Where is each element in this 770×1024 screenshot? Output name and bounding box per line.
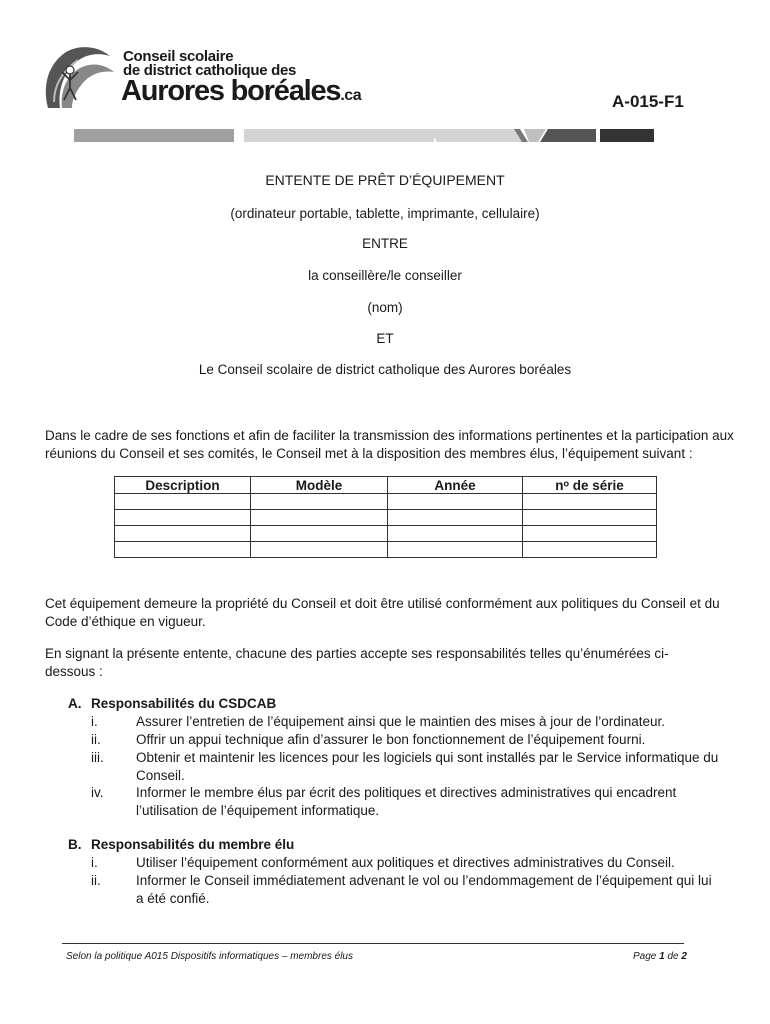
signing-paragraph: En signant la présente entente, chacune des parties accepte ses responsabilités telles qu’énumérées ci-dessous :: [45, 646, 669, 679]
logo-title-text: Aurores boréales: [121, 75, 341, 107]
table-row: [115, 526, 657, 542]
list-item-number: i.: [91, 855, 98, 870]
equipment-table: [114, 476, 657, 558]
header-decorative-band: [74, 129, 654, 142]
list-item-number: ii.: [91, 873, 101, 888]
table-cell[interactable]: [388, 526, 523, 542]
section-b-letter: B.: [68, 837, 82, 852]
logo-suffix: .ca: [340, 87, 362, 104]
column-header-year: Année: [388, 477, 523, 494]
section-a-title: Responsabilités du CSDCAB: [91, 696, 277, 711]
list-item-number: iv.: [91, 785, 104, 800]
footer-policy-reference: Selon la politique A015 Dispositifs informatiques – membres élus: [66, 951, 353, 962]
footer-page-number: [633, 951, 687, 962]
column-header-model: Modèle: [251, 477, 388, 494]
table-cell[interactable]: [523, 494, 657, 510]
list-item-text: Assurer l’entretien de l’équipement ainsi que le maintien des mises à jour de l’ordinateur.: [136, 714, 666, 729]
document-code: A-015-F1: [612, 92, 684, 111]
table-cell[interactable]: [115, 510, 251, 526]
list-item-text: Informer le membre élus par écrit des politiques et directives administratives qui encadrent l’utilisation de l’équipement informatique.: [136, 785, 677, 818]
page-mid: de: [664, 951, 682, 962]
table-header-row: [115, 477, 657, 494]
and-label: ET: [376, 331, 394, 346]
list-item-text: Offrir un appui technique afin d’assurer le bon fonctionnement de l’équipement fourni.: [136, 732, 646, 747]
table-cell[interactable]: [388, 510, 523, 526]
table-cell[interactable]: [251, 542, 388, 558]
list-item-number: ii.: [91, 732, 101, 747]
table-cell[interactable]: [115, 526, 251, 542]
table-cell[interactable]: [523, 510, 657, 526]
party-2: Le Conseil scolaire de district catholique des Aurores boréales: [198, 362, 572, 377]
list-item-number: i.: [91, 714, 98, 729]
party-1: la conseillère/le conseiller: [308, 268, 462, 283]
table-cell[interactable]: [523, 526, 657, 542]
list-item-text: Obtenir et maintenir les licences pour les logiciels qui sont installés par le Service informatique du Conseil.: [136, 750, 719, 783]
document-subtitle: (ordinateur portable, tablette, imprimante, cellulaire): [230, 206, 540, 221]
name-placeholder: (nom): [367, 300, 403, 315]
between-label: ENTRE: [362, 236, 408, 251]
table-cell[interactable]: [115, 494, 251, 510]
school-board-logo-icon: [40, 42, 120, 114]
table-cell[interactable]: [388, 542, 523, 558]
intro-paragraph: Dans le cadre de ses fonctions et afin de faciliter la transmission des informations pertinentes et la participation aux réunions du Conseil et ses comités, le Conseil met à la disposition des membres élus, l’équipement suivant :: [45, 428, 734, 461]
table-cell[interactable]: [388, 494, 523, 510]
section-b-title: Responsabilités du membre élu: [91, 837, 295, 852]
table-cell[interactable]: [523, 542, 657, 558]
table-row: [115, 494, 657, 510]
table-row: [115, 510, 657, 526]
table-cell[interactable]: [251, 526, 388, 542]
document-title: ENTENTE DE PRÊT D’ÉQUIPEMENT: [265, 172, 505, 188]
list-item-text: Utiliser l’équipement conformément aux politiques et directives administratives du Conseil.: [136, 855, 675, 870]
logo-title: [121, 76, 361, 111]
page-prefix: Page: [633, 951, 660, 962]
table-cell[interactable]: [251, 510, 388, 526]
page-current: 1: [659, 951, 665, 962]
column-header-serial: nᵒ de série: [523, 477, 657, 494]
table-row: [115, 542, 657, 558]
footer-divider: [62, 943, 684, 944]
page-total: 2: [681, 951, 687, 962]
list-item-text: Informer le Conseil immédiatement advenant le vol ou l’endommagement de l’équipement qui lui a été confié.: [136, 873, 712, 906]
logo-line-2: de district catholique des: [123, 62, 297, 79]
property-paragraph: Cet équipement demeure la propriété du Conseil et doit être utilisé conformément aux politiques du Conseil et du Code d’éthique en vigueur.: [45, 596, 720, 629]
column-header-description: Description: [115, 477, 251, 494]
list-item-number: iii.: [91, 750, 104, 765]
section-a-letter: A.: [68, 696, 82, 711]
table-cell[interactable]: [115, 542, 251, 558]
logo-line-1: Conseil scolaire: [123, 48, 234, 65]
table-cell[interactable]: [251, 494, 388, 510]
